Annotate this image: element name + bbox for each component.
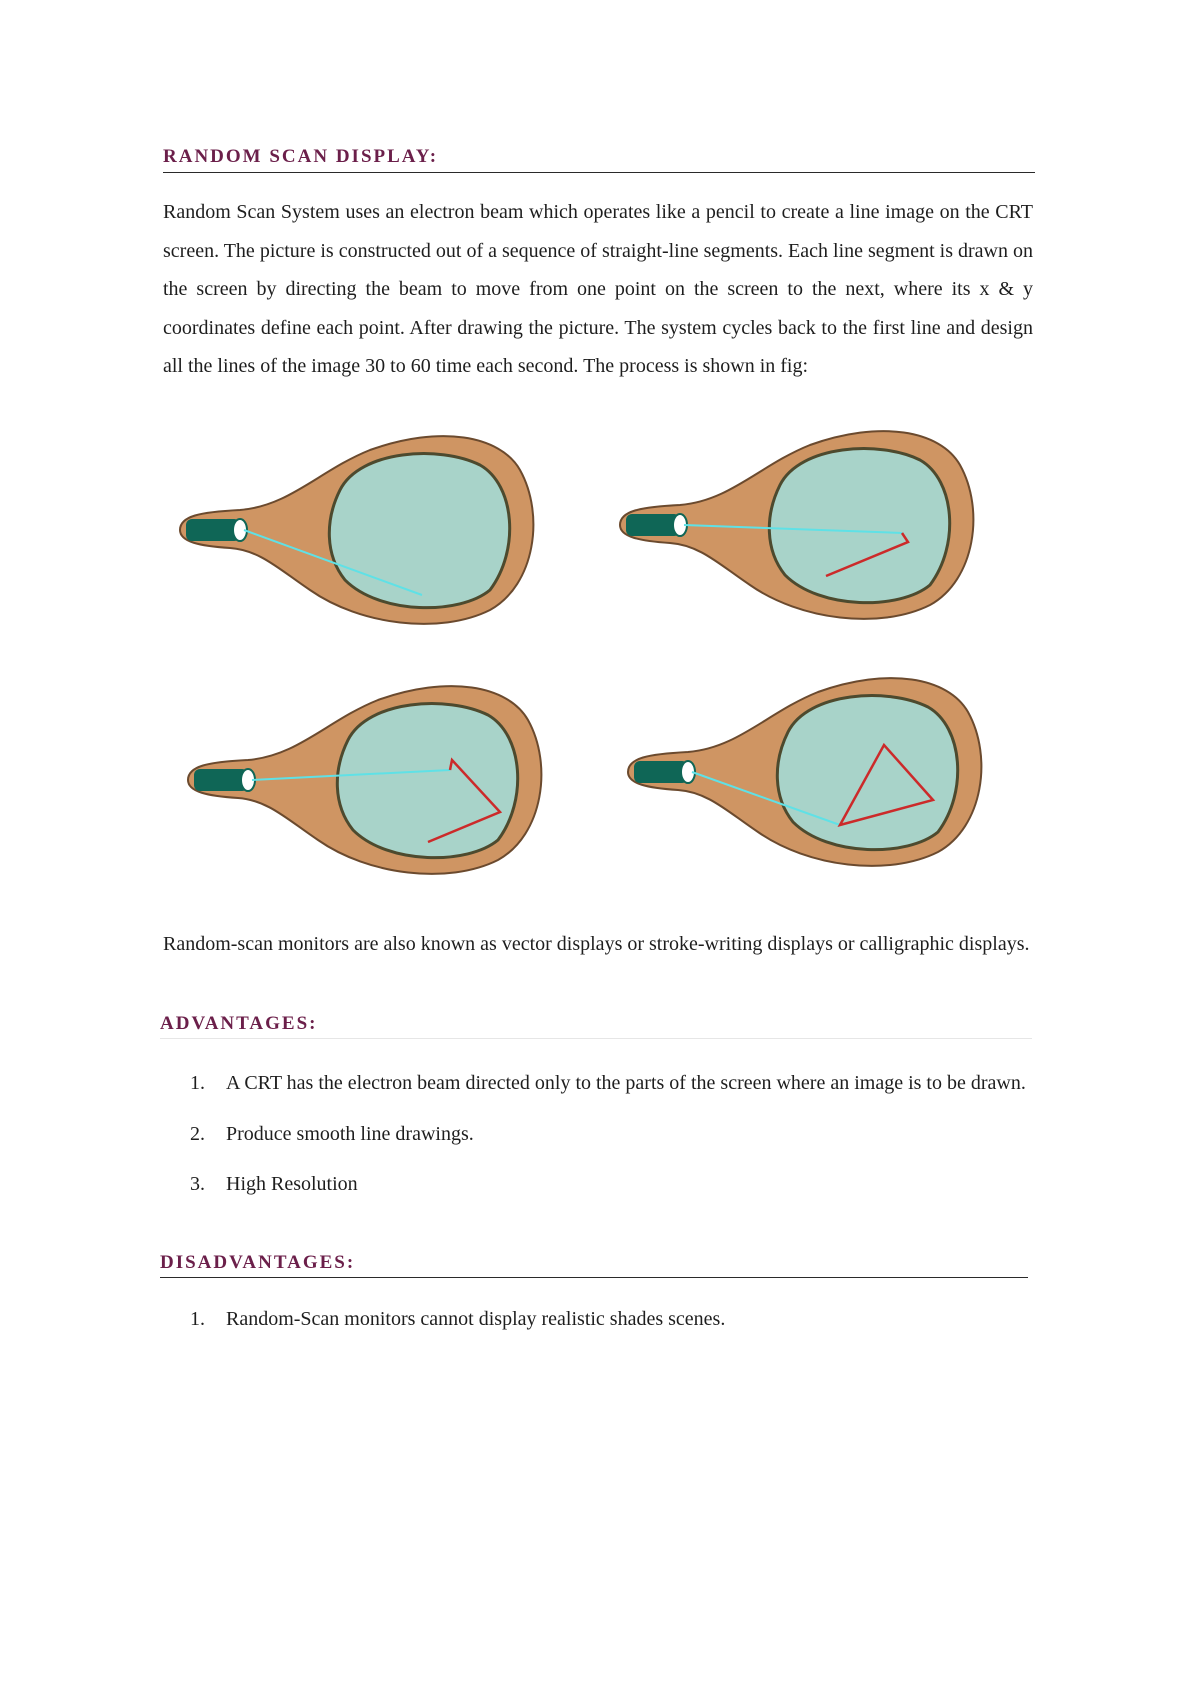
advantages-list xyxy=(190,1064,1030,1204)
crt-panel-2 xyxy=(620,431,973,619)
list-item-number: 1. xyxy=(190,1308,205,1330)
heading-underline xyxy=(163,172,1035,173)
list-item xyxy=(190,1165,1030,1204)
list-item xyxy=(190,1064,1030,1103)
disadvantages-underline xyxy=(160,1277,1028,1278)
list-item xyxy=(190,1300,1030,1339)
crt-panel-3 xyxy=(188,686,541,874)
list-item-number: 2. xyxy=(190,1122,205,1145)
list-item xyxy=(190,1115,1030,1154)
list-item-text: High Resolution xyxy=(226,1173,358,1195)
crt-figure xyxy=(160,430,1030,900)
list-item-number: 1. xyxy=(190,1072,205,1094)
list-item-text: A CRT has the electron beam directed only to the parts of the screen where an image is to be drawn. xyxy=(226,1072,1026,1094)
list-item-text: Random-Scan monitors cannot display realistic shades scenes. xyxy=(226,1308,726,1330)
vector-display-note: Random-scan monitors are also known as vector displays or stroke-writing displays or calligraphic displays. xyxy=(163,933,1030,955)
crt-panel-4 xyxy=(628,678,981,866)
advantages-underline xyxy=(160,1038,1032,1039)
intro-paragraph: Random Scan System uses an electron beam which operates like a pencil to create a line image on the CRT screen. The picture is constructed out of a sequence of straight-line segments. Each line segment is drawn on the screen by directing the beam to move from one point on the screen to the next, where its x & y coordinates define each point. After drawing the picture. The system cycles back to the first line and design all the lines of the image 30 to 60 time each second. The process is shown in fig: xyxy=(163,201,1033,377)
disadvantages-heading: DISADVANTAGES: xyxy=(160,1252,356,1273)
disadvantages-list xyxy=(190,1300,1030,1339)
page-title: RANDOM SCAN DISPLAY: xyxy=(163,146,439,167)
list-item-text: Produce smooth line drawings. xyxy=(226,1122,474,1145)
crt-panel-1 xyxy=(180,436,533,624)
list-item-number: 3. xyxy=(190,1173,205,1195)
advantages-heading: ADVANTAGES: xyxy=(160,1013,318,1034)
